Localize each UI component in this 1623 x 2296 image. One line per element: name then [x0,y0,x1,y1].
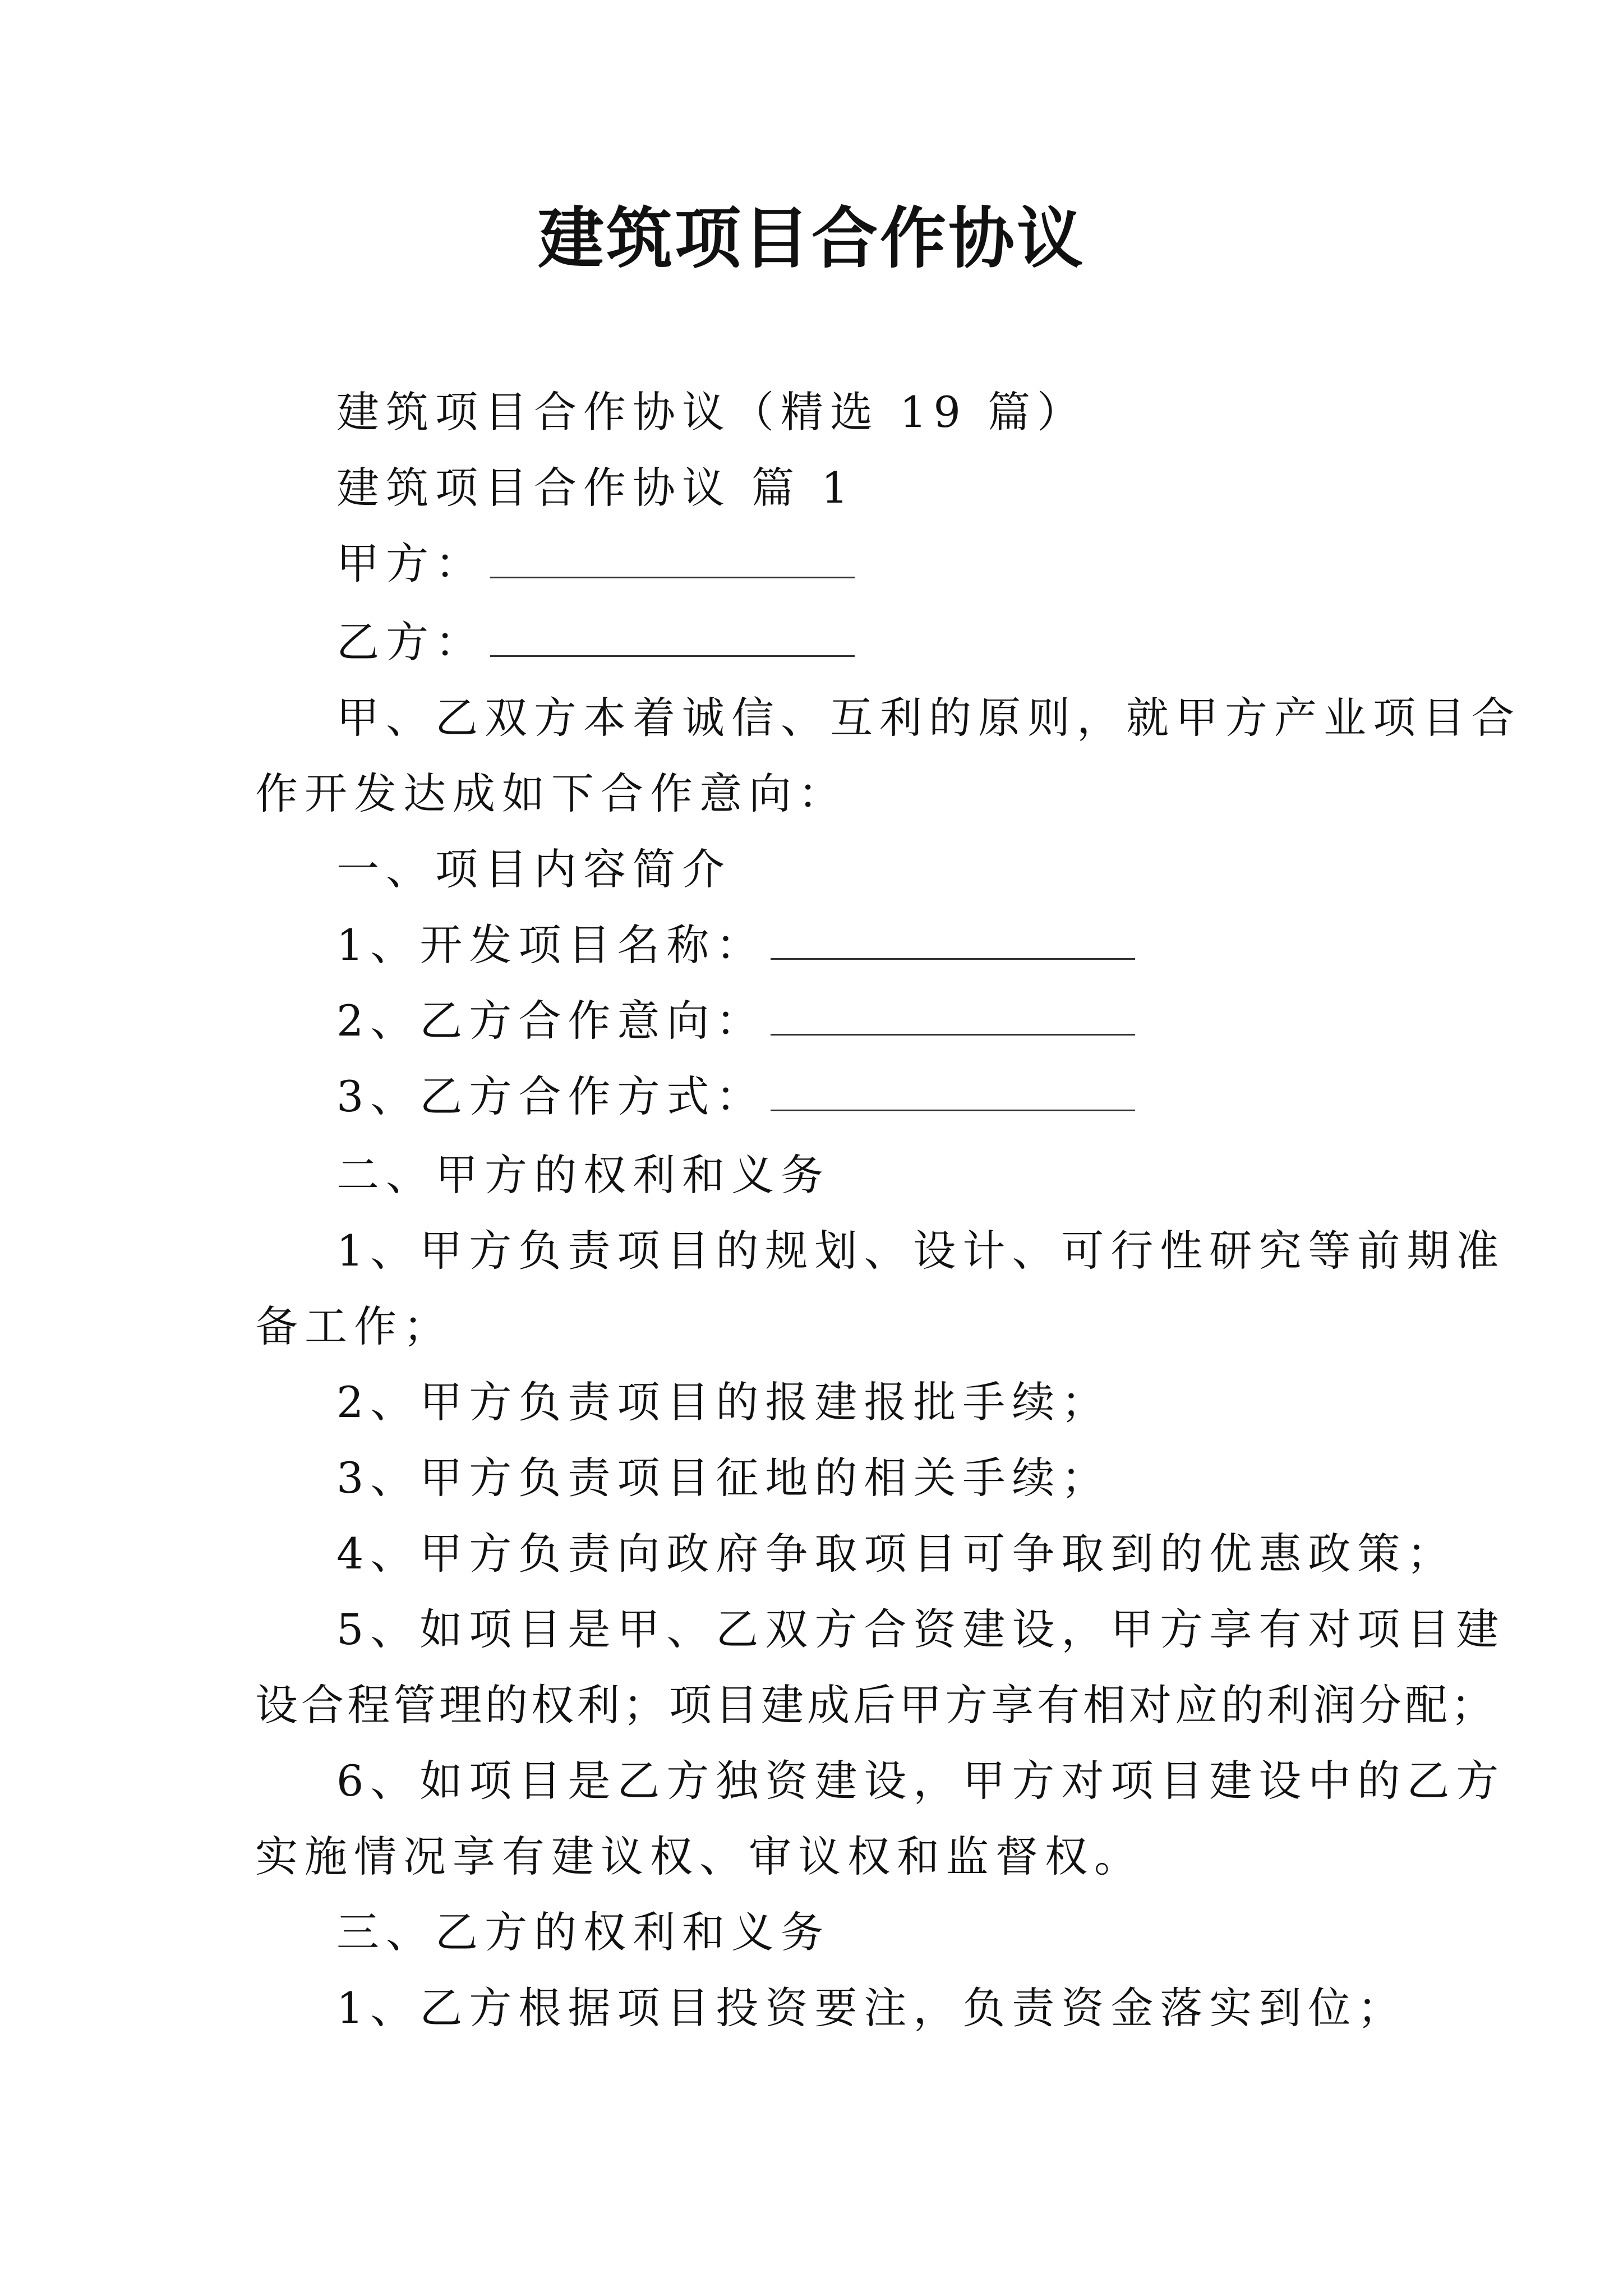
paragraph-line: 3、甲方负责项目征地的相关手续； [336,1453,1111,1503]
project-name-line: 1、开发项目名称： [336,914,1135,976]
section-heading-line: 建筑项目合作协议 篇 1 [336,463,855,513]
party-b-blank [490,653,855,657]
party-a-blank [490,574,855,578]
cooperation-method-blank [771,1107,1135,1111]
cooperation-method-line: 3、乙方合作方式： [336,1066,1135,1128]
paragraph-line: 甲、乙双方本着诚信、互利的原则，就甲方产业项目合 [336,693,1521,743]
paragraph-line: 2、甲方负责项目的报建报批手续； [336,1377,1111,1427]
section-heading-line: 一、项目内容简介 [336,844,731,894]
paragraph-line: 6、如项目是乙方独资建设，甲方对项目建设中的乙方 [336,1756,1506,1806]
paragraph-line: 备工作； [255,1301,453,1351]
party-b-line: 乙方： [336,611,855,673]
document-title: 建筑项目合作协议 [537,199,1085,277]
paragraph-line: 设合程管理的权利；项目建成后甲方享有相对应的利润分配； [255,1680,1497,1730]
cooperation-intent-line: 2、乙方合作意向： [336,990,1135,1052]
paragraph-line: 4、甲方负责向政府争取项目可争取到的优惠政策； [336,1529,1456,1579]
paragraph-line: 5、如项目是甲、乙双方合资建设，甲方享有对项目建 [336,1604,1506,1654]
party-a-line: 甲方： [336,533,855,595]
paragraph-line: 1、甲方负责项目的规划、设计、可行性研究等前期准 [336,1226,1506,1276]
section-heading-line: 二、甲方的权利和义务 [336,1150,830,1200]
section-heading-line: 三、乙方的权利和义务 [336,1907,830,1957]
project-name-blank [771,956,1135,960]
paragraph-line: 1、乙方根据项目投资要注，负责资金落实到位； [336,1983,1407,2033]
paragraph-line: 作开发达成如下合作意向： [255,769,847,818]
subtitle-line: 建筑项目合作协议（精选 19 篇） [336,387,1087,437]
paragraph-line: 实施情况享有建议权、审议权和监督权。 [255,1832,1144,1881]
cooperation-intent-blank [771,1032,1135,1036]
